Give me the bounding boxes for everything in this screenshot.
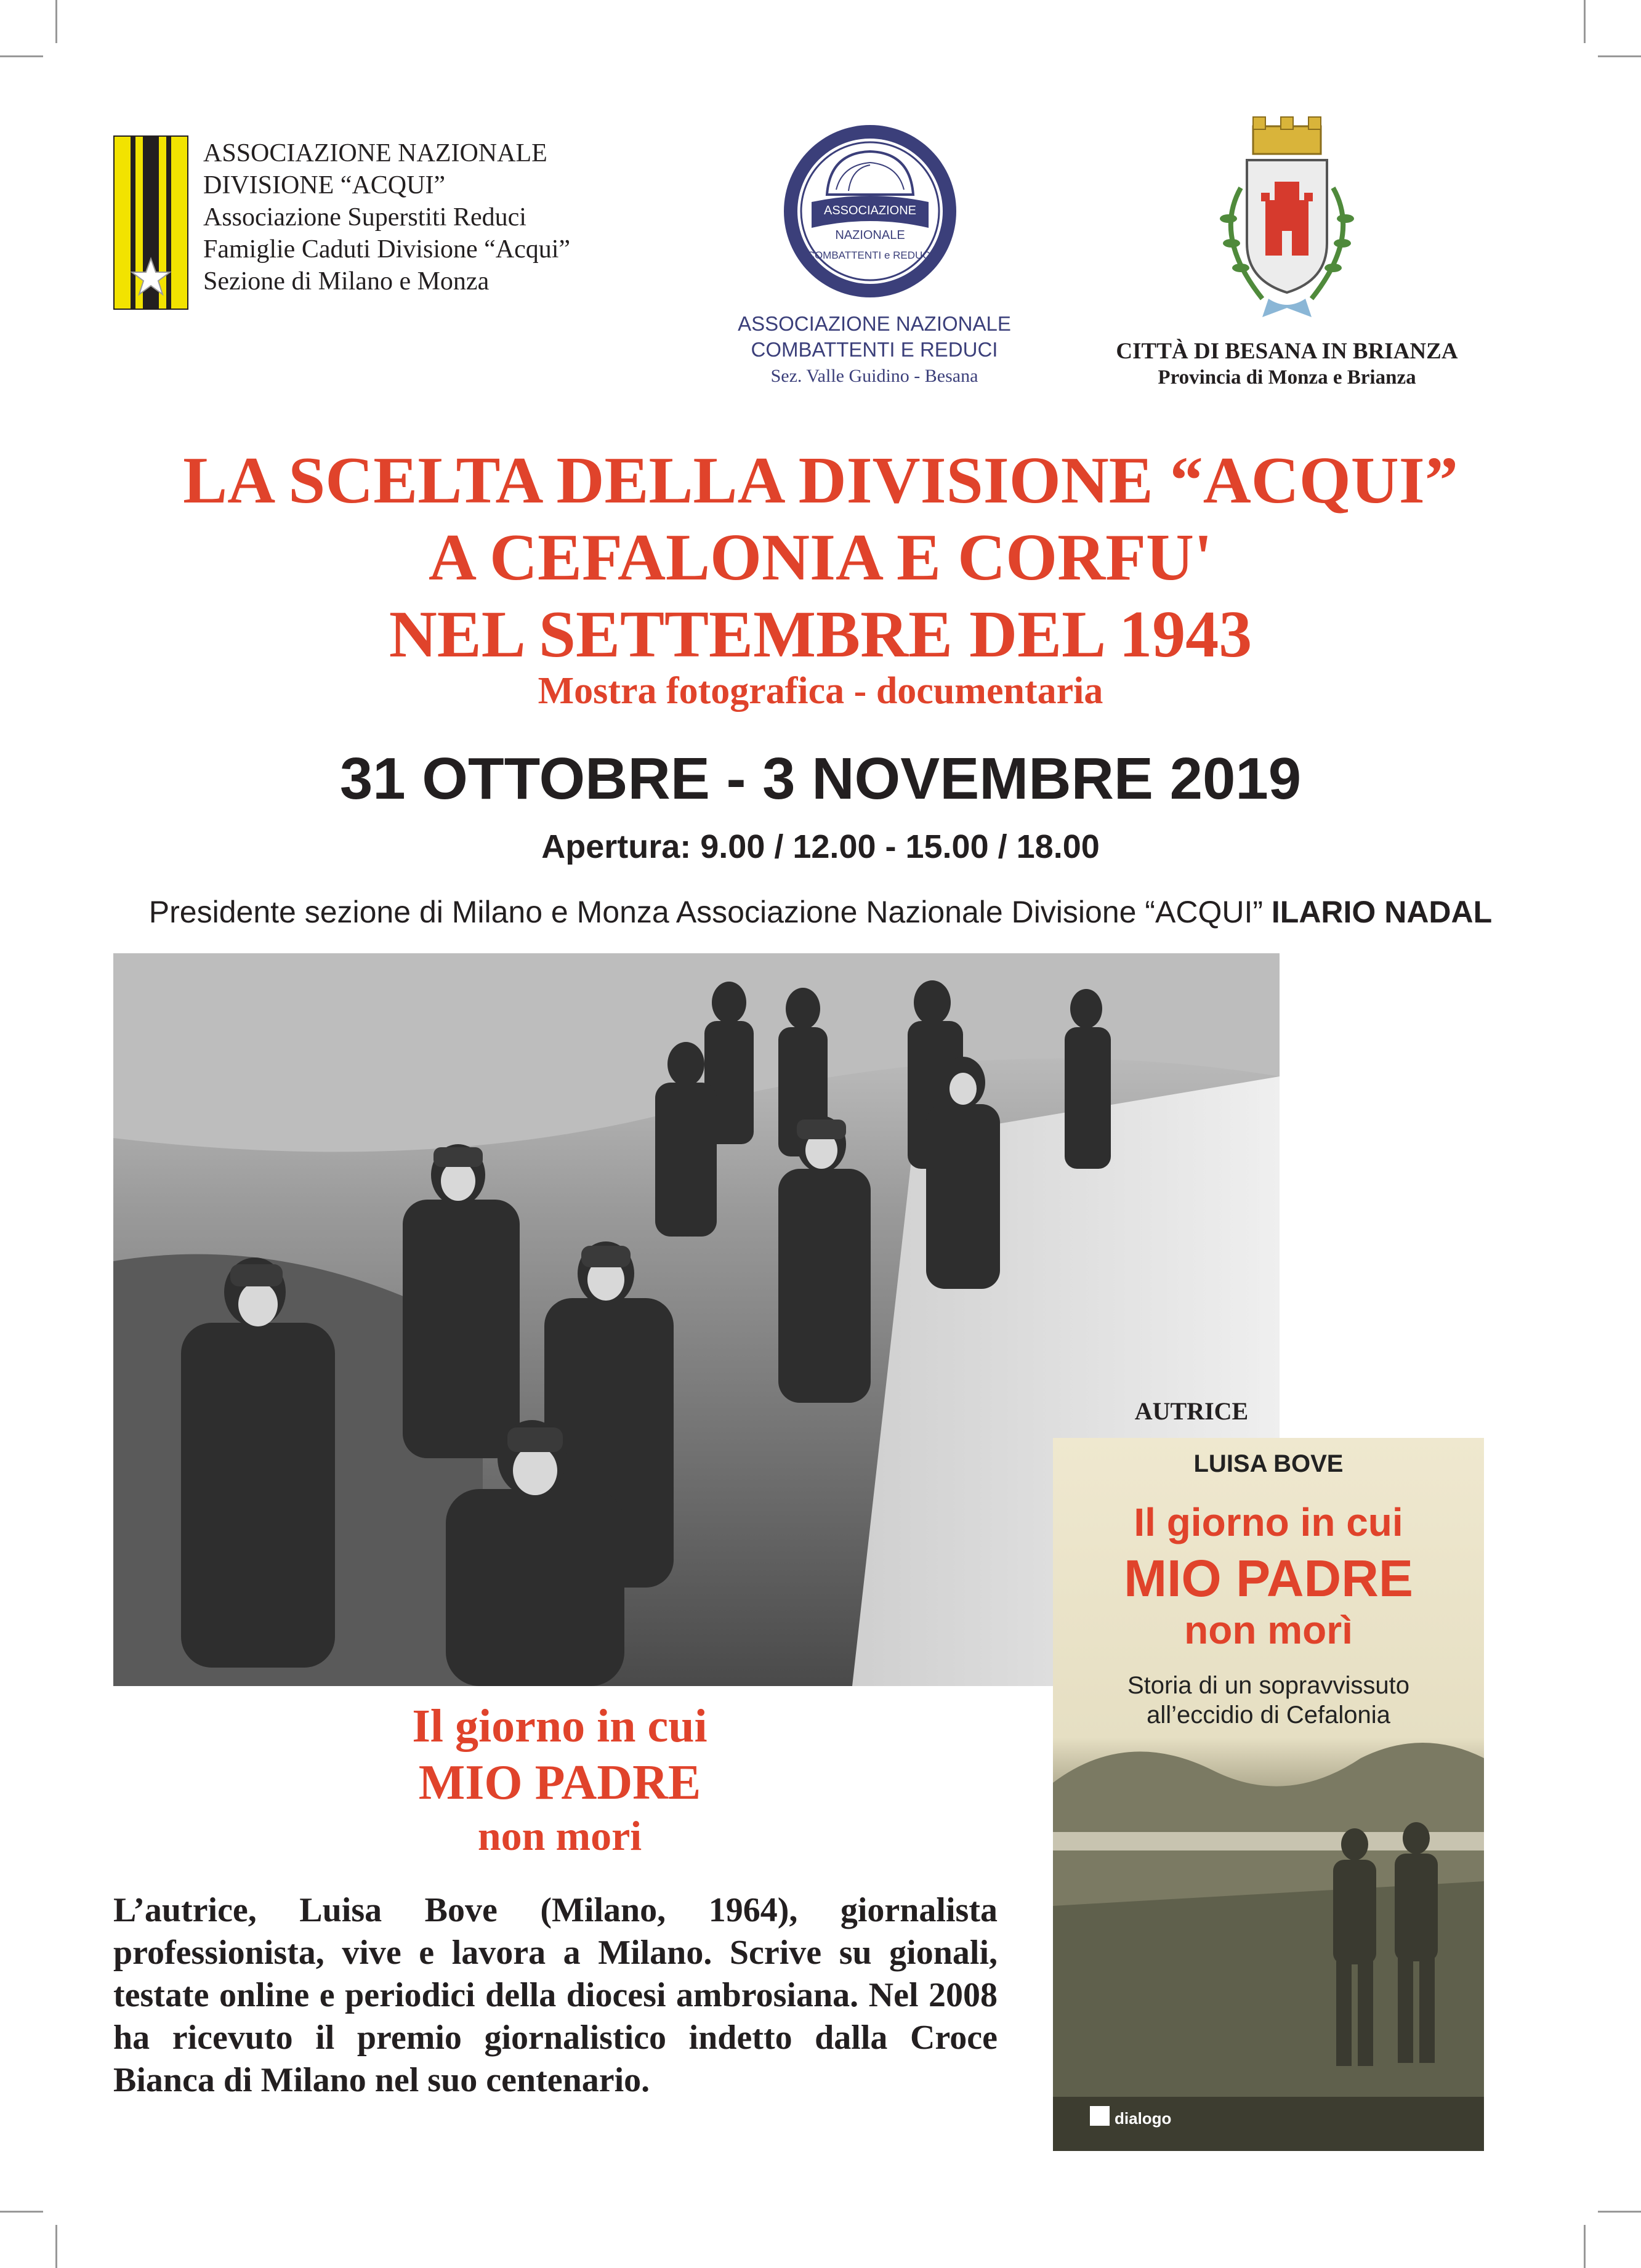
- cover-title-line: non morì: [1184, 1608, 1353, 1652]
- event-title-line: A CEFALONIA E CORFU': [428, 521, 1213, 594]
- acqui-division-badge-icon: [113, 135, 188, 310]
- book-title-line: MIO PADRE: [418, 1756, 701, 1810]
- event-title-line: NEL SETTEMBRE DEL 1943: [389, 598, 1252, 671]
- acqui-line: ASSOCIAZIONE NAZIONALE: [203, 139, 547, 167]
- anc-logo-icon: [781, 122, 959, 301]
- book-title: [113, 1698, 1006, 1860]
- besana-coat-of-arms-icon: [1195, 114, 1379, 329]
- anc-logo-ring-text: ASSOCIAZIONE: [823, 204, 917, 217]
- president-line: [0, 894, 1641, 930]
- president-name: ILARIO NADAL: [1271, 895, 1493, 929]
- besana-municipality-text: [1071, 338, 1502, 390]
- cover-subtitle-line: all’eccidio di Cefalonia: [1147, 1701, 1390, 1729]
- crop-mark: [0, 55, 43, 57]
- opening-hours: Apertura: 9.00 / 12.00 - 15.00 / 18.00: [541, 828, 1100, 865]
- besana-province: Provincia di Monza e Brianza: [1158, 366, 1416, 389]
- author-bio: L’autrice, Luisa Bove (Milano, 1964), giornalista professionista, vive e lavora a Milano. Scrive su gionali, testate online e periodici della diocesi ambrosiana. Nel 2008 ha ricevuto il premio giornalistico indetto dalla Croce Bianca di Milano nel suo centenario.: [113, 1891, 998, 2099]
- anc-logo-ring-text: COMBATTENTI e REDUCI: [807, 249, 933, 261]
- acqui-line: Famiglie Caduti Divisione “Acqui”: [203, 235, 571, 264]
- book-cover: [1053, 1438, 1484, 2151]
- anc-section-name: Sez. Valle Guidino - Besana: [770, 366, 978, 386]
- cover-title-line: MIO PADRE: [1124, 1549, 1413, 1607]
- book-title-line: Il giorno in cui: [412, 1700, 708, 1752]
- publisher-logo: dialogo: [1115, 2109, 1172, 2128]
- crop-mark: [0, 2211, 43, 2213]
- anc-name-line: ASSOCIAZIONE NAZIONALE: [738, 312, 1011, 335]
- author-label: AUTRICE: [1134, 1397, 1249, 1425]
- crop-mark: [55, 2225, 57, 2268]
- event-title-line: LA SCELTA DELLA DIVISIONE “ACQUI”: [183, 444, 1458, 517]
- anc-logo-ring-text: NAZIONALE: [835, 228, 905, 242]
- event-subtitle: Mostra fotografica - documentaria: [538, 670, 1103, 712]
- event-dates: 31 OTTOBRE - 3 NOVEMBRE 2019: [339, 746, 1302, 812]
- besana-title: CITTÀ DI BESANA IN BRIANZA: [1116, 339, 1458, 364]
- cover-subtitle-line: Storia di un sopravvissuto: [1127, 1672, 1409, 1699]
- crop-mark: [55, 0, 57, 43]
- acqui-line: Sezione di Milano e Monza: [203, 267, 490, 296]
- crop-mark: [1598, 55, 1641, 57]
- cover-author: LUISA BOVE: [1193, 1450, 1344, 1477]
- president-role: Presidente sezione di Milano e Monza Associazione Nazionale Divisione “ACQUI”: [148, 895, 1272, 929]
- acqui-line: DIVISIONE “ACQUI”: [203, 171, 446, 200]
- book-title-line: non mori: [477, 1812, 642, 1859]
- acqui-line: Associazione Superstiti Reduci: [203, 203, 526, 232]
- crop-mark: [1598, 2211, 1641, 2213]
- event-title: [0, 442, 1641, 673]
- crop-mark: [1584, 0, 1586, 43]
- anc-association-name: [690, 311, 1059, 363]
- cover-title-line: Il giorno in cui: [1134, 1500, 1403, 1544]
- acqui-association-text: [203, 137, 570, 297]
- crop-mark: [1584, 2225, 1586, 2268]
- anc-name-line: COMBATTENTI E REDUCI: [751, 338, 998, 361]
